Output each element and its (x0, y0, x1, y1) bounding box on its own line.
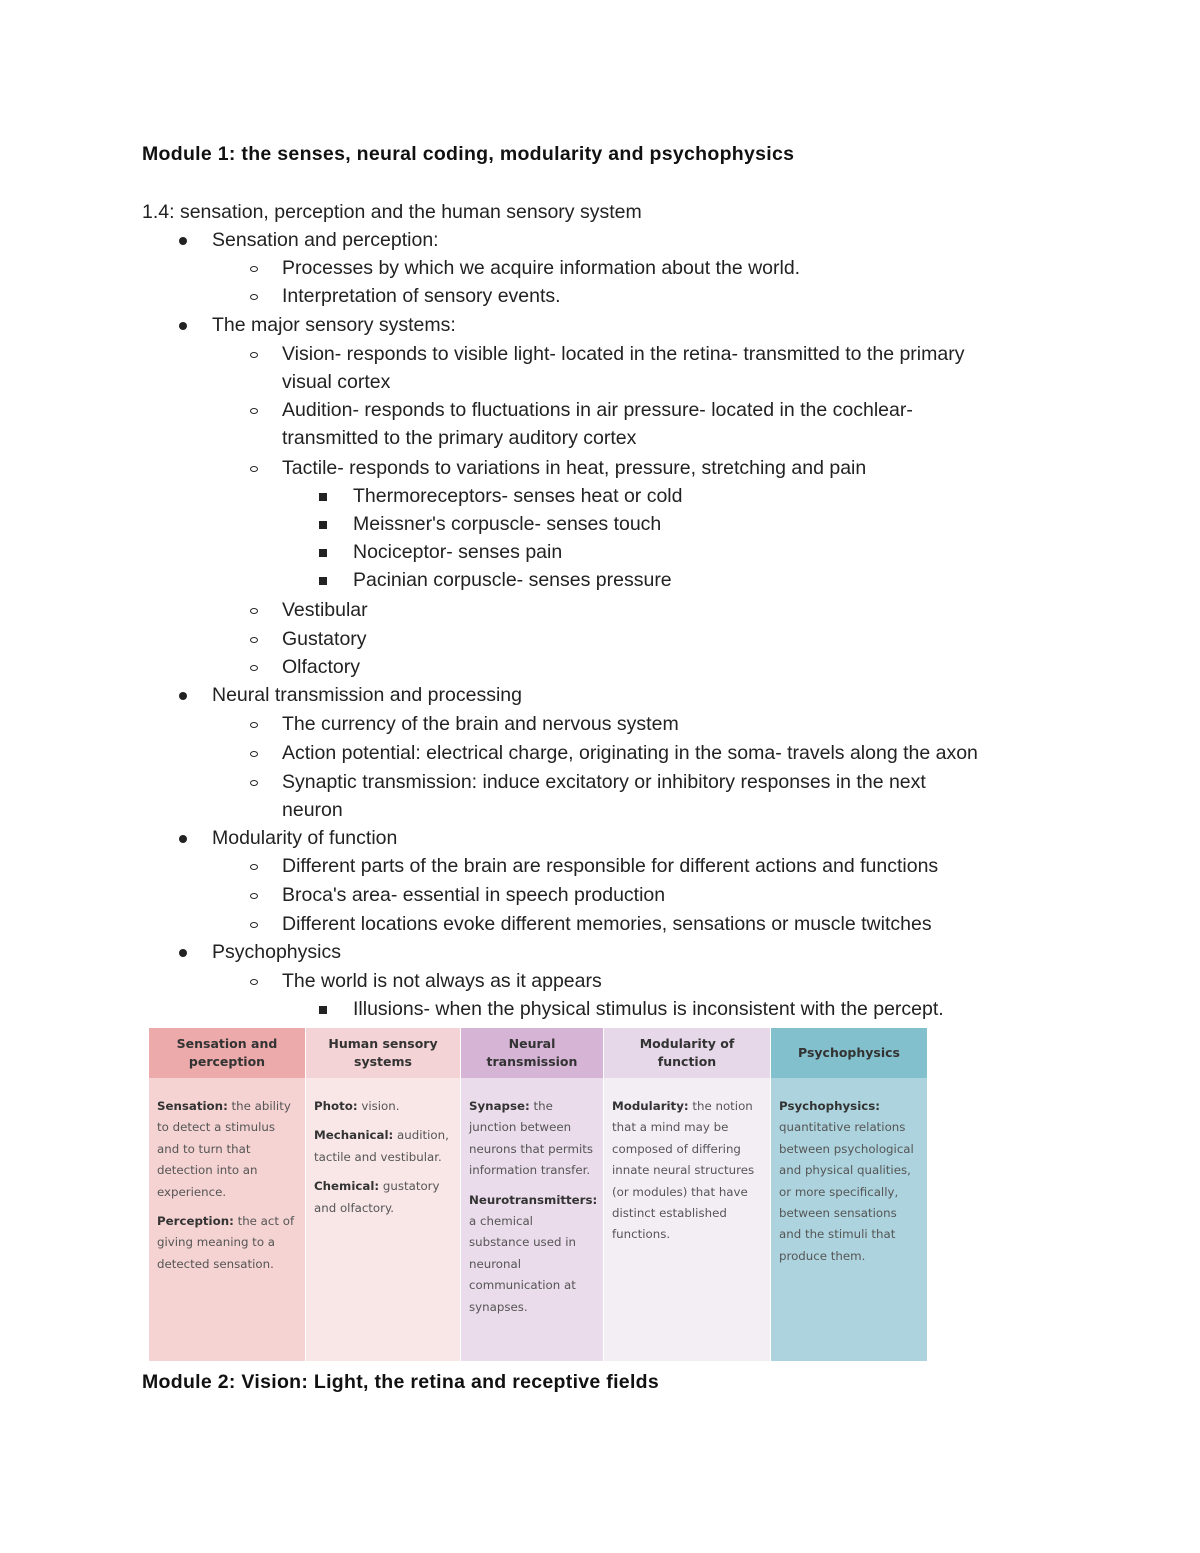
list-item: Illusions- when the physical stimulus is inconsistent with the percept. (353, 998, 944, 1020)
list-item-continuation: transmitted to the primary auditory cortex (282, 427, 637, 449)
list-item: Gustatory (282, 628, 367, 650)
list-item: Different parts of the brain are responsible for different actions and functions (282, 855, 939, 877)
bullet-circle-icon (250, 294, 258, 300)
table-entry: Photo: vision. (314, 1099, 400, 1113)
bullet-square-icon (319, 577, 327, 585)
table-entry: Chemical: gustatory and olfactory. (314, 1179, 440, 1215)
list-item: The currency of the brain and nervous system (282, 713, 679, 735)
list-item: Action potential: electrical charge, originating in the soma- travels along the axon (282, 742, 978, 764)
bullet-disc-icon (179, 835, 187, 843)
list-item-continuation: neuron (282, 799, 343, 821)
bullet-disc-icon (179, 237, 187, 245)
table-column-psychophysics (771, 1028, 927, 1361)
bullet-circle-icon (250, 466, 258, 472)
list-item: Vestibular (282, 599, 368, 621)
bullet-circle-icon (250, 665, 258, 671)
bullet-disc-icon (179, 322, 187, 330)
bullet-square-icon (319, 549, 327, 557)
table-entry: Synapse: the junction between neurons that permits information transfer. (469, 1099, 594, 1178)
list-item: Modularity of function (212, 827, 398, 849)
bullet-square-icon (319, 1006, 327, 1014)
list-item: Tactile- responds to variations in heat, pressure, stretching and pain (282, 457, 867, 479)
bullet-disc-icon (179, 692, 187, 700)
list-item: Neural transmission and processing (212, 684, 522, 706)
column-header: Neural transmission (461, 1028, 603, 1078)
list-item: Different locations evoke different memories, sensations or muscle twitches (282, 913, 932, 935)
list-item: Audition- responds to fluctuations in air pressure- located in the cochlear- (282, 399, 913, 421)
list-item: The major sensory systems: (212, 314, 456, 336)
bullet-circle-icon (250, 979, 258, 985)
bullet-circle-icon (250, 637, 258, 643)
bullet-circle-icon (250, 408, 258, 414)
list-item: Meissner's corpuscle- senses touch (353, 513, 662, 535)
column-body (306, 1078, 460, 1219)
list-item: Vision- responds to visible light- located in the retina- transmitted to the primary (282, 343, 965, 365)
table-entry: Perception: the act of giving meaning to a detected sensation. (157, 1214, 295, 1271)
bullet-circle-icon (250, 864, 258, 870)
list-item: Thermoreceptors- senses heat or cold (353, 485, 683, 507)
bullet-circle-icon (250, 722, 258, 728)
bullet-circle-icon (250, 893, 258, 899)
list-item: Interpretation of sensory events. (282, 285, 561, 307)
bullet-square-icon (319, 493, 327, 501)
column-body (604, 1078, 770, 1246)
bullet-circle-icon (250, 751, 258, 757)
bullet-circle-icon (250, 352, 258, 358)
table-column-sensory-systems (306, 1028, 461, 1361)
list-item-continuation: visual cortex (282, 371, 391, 393)
list-item: Broca's area- essential in speech production (282, 884, 666, 906)
list-item: Processes by which we acquire information about the world. (282, 257, 801, 279)
column-body (771, 1078, 927, 1267)
column-body (149, 1078, 305, 1275)
bullet-circle-icon (250, 266, 258, 272)
list-item: Pacinian corpuscle- senses pressure (353, 569, 672, 591)
list-item: Nociceptor- senses pain (353, 541, 563, 563)
section-heading: 1.4: sensation, perception and the human sensory system (142, 201, 642, 223)
table-column-modularity (604, 1028, 771, 1361)
table-column-neural-transmission (461, 1028, 604, 1361)
table-entry: Mechanical: audition, tactile and vestibular. (314, 1128, 449, 1164)
table-entry: Psychophysics: quantitative relations between psychological and physical qualities, or more specifically, between sensations and the stimuli that produce them. (779, 1099, 914, 1263)
column-header: Sensation and perception (149, 1028, 305, 1078)
module1-title: Module 1: the senses, neural coding, modularity and psychophysics (142, 143, 795, 165)
bullet-circle-icon (250, 922, 258, 928)
table-entry: Modularity: the notion that a mind may be composed of differing innate neural structures (or modules) that have distinct established functions. (612, 1099, 755, 1242)
list-item: The world is not always as it appears (282, 970, 602, 992)
column-body (461, 1078, 603, 1318)
column-header: Psychophysics (771, 1028, 927, 1078)
table-entry: Neurotransmitters: a chemical substance used in neuronal communication at synapses. (469, 1192, 598, 1314)
list-item: Synaptic transmission: induce excitatory or inhibitory responses in the next (282, 771, 926, 793)
bullet-circle-icon (250, 780, 258, 786)
module2-title: Module 2: Vision: Light, the retina and receptive fields (142, 1371, 660, 1393)
column-header: Human sensory systems (306, 1028, 460, 1078)
column-header: Modularity of function (604, 1028, 770, 1078)
table-column-sensation (149, 1028, 306, 1361)
list-item: Sensation and perception: (212, 229, 439, 251)
bullet-square-icon (319, 521, 327, 529)
list-item: Olfactory (282, 656, 361, 678)
table-entry: Sensation: the ability to detect a stimulus and to turn that detection into an experience. (157, 1099, 291, 1199)
list-item: Psychophysics (212, 941, 341, 963)
bullet-circle-icon (250, 608, 258, 614)
summary-table (149, 1028, 927, 1361)
bullet-disc-icon (179, 949, 187, 957)
